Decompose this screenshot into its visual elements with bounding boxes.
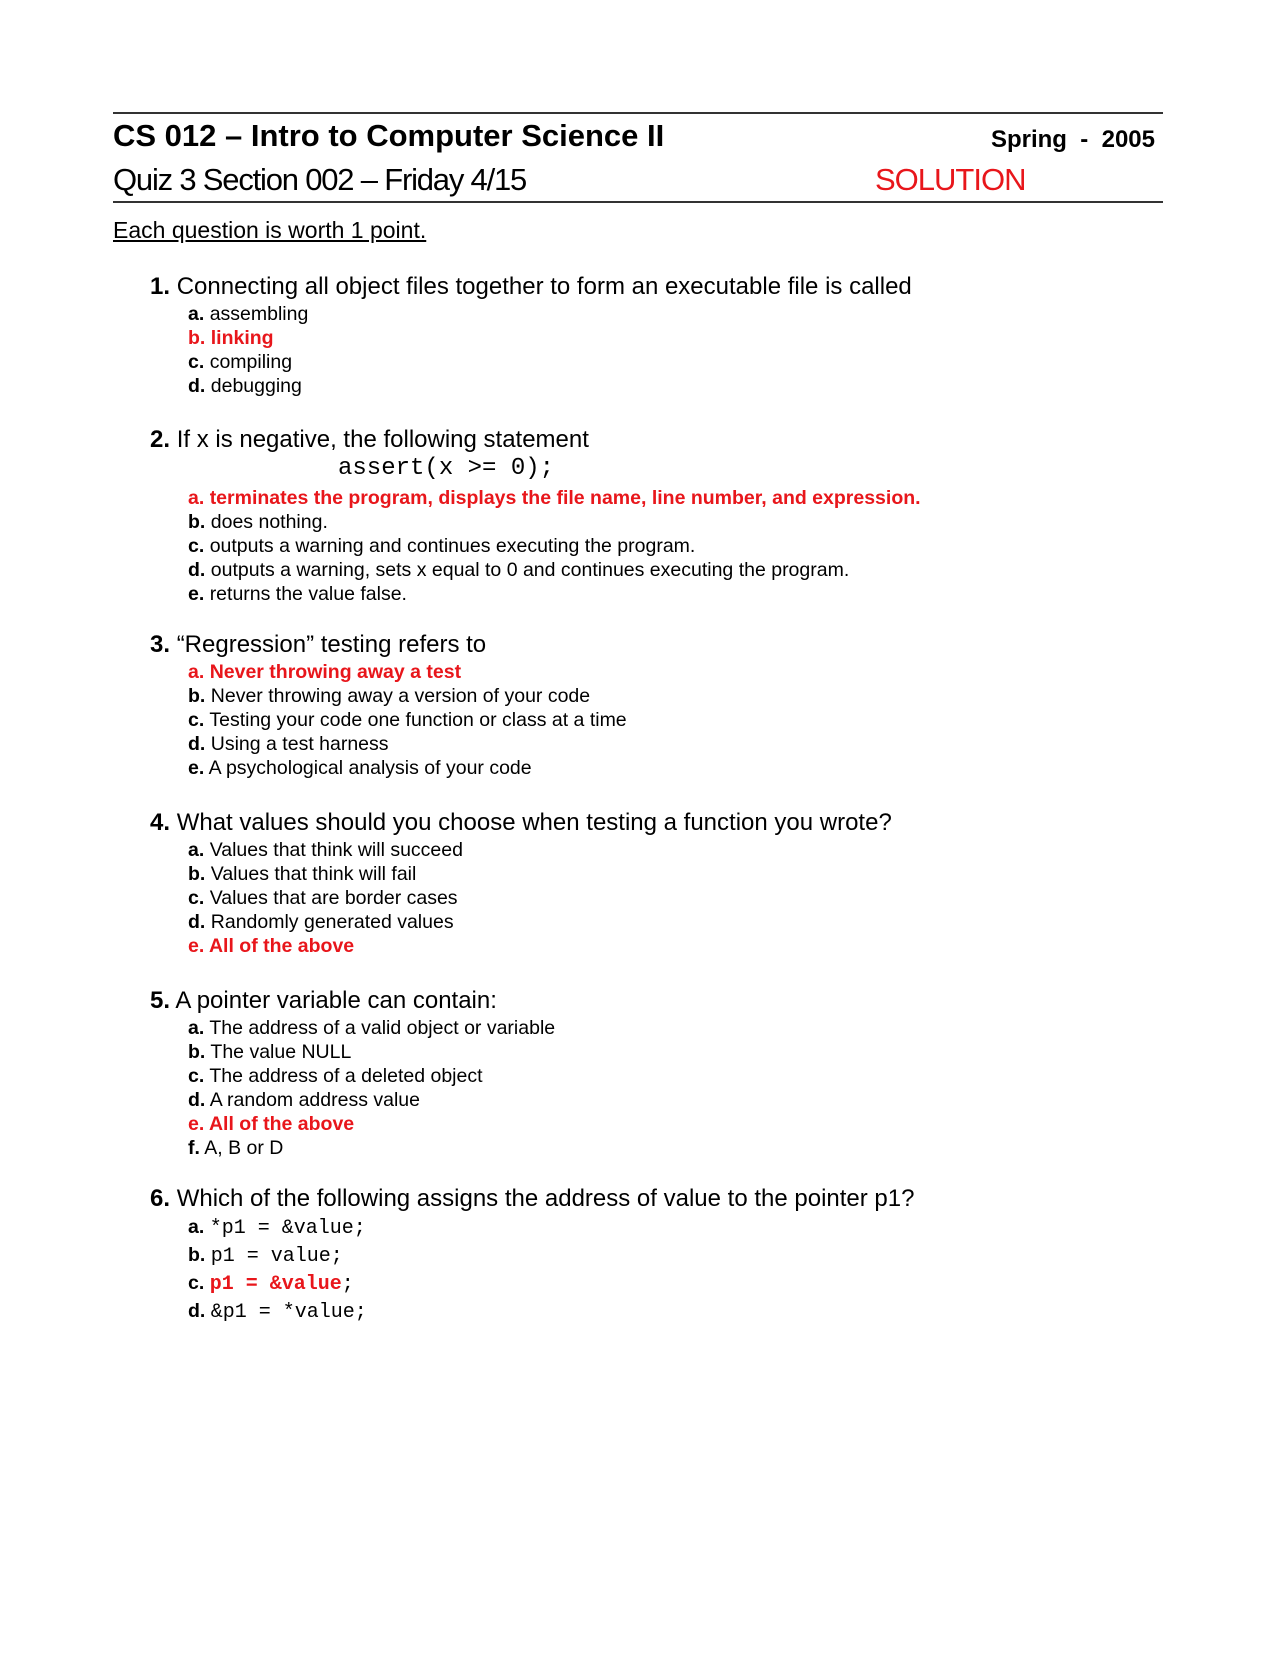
option-text: Using a test harness [210, 733, 389, 755]
option-text: All of the above [208, 935, 355, 957]
solution-label: SOLUTION [875, 162, 1026, 197]
question-4 [150, 808, 1150, 958]
option-letter: c. [188, 1065, 205, 1087]
instructions-text: Each question is worth 1 point. [113, 217, 427, 243]
question-6 [150, 1184, 1150, 1326]
option-letter: e. [188, 757, 205, 779]
question-stem [150, 630, 1150, 660]
option-text: The address of a deleted object [209, 1065, 483, 1087]
question-number: 3. [150, 631, 171, 658]
header-bottom-rule [113, 201, 1163, 203]
option-list [150, 302, 1150, 398]
option-text: The address of a valid object or variable [209, 1017, 556, 1039]
quiz-title: Quiz 3 Section 002 – Friday 4/15 [113, 162, 527, 197]
question-text: What values should you choose when testing a function you wrote? [176, 809, 892, 836]
question-stem [150, 808, 1150, 838]
option-letter: e. [188, 1113, 205, 1135]
option-text: All of the above [208, 1113, 355, 1135]
header-row-course [113, 118, 1163, 158]
option-text: outputs a warning and continues executing the program. [209, 535, 696, 557]
option-e [188, 582, 1150, 606]
option-code: *p1 = &value; [209, 1217, 366, 1240]
option-b [188, 862, 1150, 886]
option-text: Values that think will succeed [209, 839, 463, 861]
code-snippet: assert(x >= 0); [338, 455, 555, 482]
option-list [150, 1016, 1150, 1160]
option-code-suffix: ; [341, 1273, 354, 1296]
option-letter: a. [188, 303, 205, 325]
option-text: returns the value false. [209, 583, 407, 605]
question-stem [150, 1184, 1150, 1214]
option-letter: b. [188, 511, 206, 533]
option-letter: b. [188, 685, 206, 707]
option-letter: a. [188, 661, 205, 683]
option-d [188, 1088, 1150, 1112]
option-text: Values that think will fail [210, 863, 417, 885]
option-a [188, 1214, 1150, 1242]
question-text: Which of the following assigns the address of value to the pointer p1? [176, 1185, 915, 1212]
question-stem [150, 425, 1150, 455]
option-letter: e. [188, 583, 205, 605]
option-code: p1 = &value [209, 1273, 342, 1296]
option-d [188, 1298, 1150, 1326]
option-text: terminates the program, displays the file name, line number, and expression. [209, 487, 921, 509]
option-text: Randomly generated values [210, 911, 454, 933]
option-letter: e. [188, 935, 205, 957]
question-number: 4. [150, 809, 171, 836]
option-d [188, 558, 1150, 582]
option-c [188, 886, 1150, 910]
option-letter: d. [188, 1300, 206, 1322]
option-letter: a. [188, 1017, 205, 1039]
option-text: Testing your code one function or class at a time [209, 709, 627, 731]
question-number: 5. [150, 987, 171, 1014]
option-d [188, 374, 1150, 398]
option-letter: c. [188, 887, 205, 909]
question-number: 1. [150, 273, 171, 300]
question-2 [150, 425, 1150, 606]
option-code: p1 = value; [210, 1245, 343, 1268]
option-c [188, 708, 1150, 732]
option-letter: a. [188, 839, 205, 861]
option-c [188, 534, 1150, 558]
option-text: Values that are border cases [209, 887, 458, 909]
option-b [188, 510, 1150, 534]
option-a [188, 838, 1150, 862]
option-letter: d. [188, 733, 206, 755]
question-1 [150, 272, 1150, 398]
option-b-correct-answer [188, 326, 1150, 350]
question-text: If x is negative, the following statement [176, 426, 589, 453]
option-d [188, 910, 1150, 934]
question-5 [150, 986, 1150, 1160]
option-text: outputs a warning, sets x equal to 0 and continues executing the program. [210, 559, 850, 581]
option-b [188, 1242, 1150, 1270]
option-d [188, 732, 1150, 756]
option-text: A, B or D [204, 1137, 284, 1159]
option-letter: d. [188, 559, 206, 581]
option-letter: c. [188, 351, 205, 373]
option-text: A random address value [209, 1089, 420, 1111]
option-e-correct-answer [188, 934, 1150, 958]
question-text: “Regression” testing refers to [176, 631, 487, 658]
option-a-correct-answer [188, 486, 1150, 510]
course-title: CS 012 – Intro to Computer Science II [113, 118, 665, 153]
option-text: A psychological analysis of your code [208, 757, 532, 779]
option-letter: a. [188, 1216, 205, 1238]
question-number: 2. [150, 426, 171, 453]
option-text: The value NULL [210, 1041, 352, 1063]
option-text: Never throwing away a test [209, 661, 462, 683]
question-text: A pointer variable can contain: [175, 987, 497, 1014]
option-list [150, 660, 1150, 780]
option-c-correct-answer [188, 1270, 1150, 1298]
option-b [188, 684, 1150, 708]
option-text: compiling [209, 351, 293, 373]
option-a [188, 1016, 1150, 1040]
option-letter: b. [188, 327, 206, 349]
option-letter: c. [188, 1272, 205, 1294]
header-row-quiz [113, 162, 1163, 202]
option-letter: d. [188, 1089, 206, 1111]
option-letter: a. [188, 487, 205, 509]
option-c [188, 1064, 1150, 1088]
question-number: 6. [150, 1185, 171, 1212]
option-text: does nothing. [210, 511, 328, 533]
option-e [188, 756, 1150, 780]
option-list [150, 838, 1150, 958]
question-text: Connecting all object files together to form an executable file is called [176, 273, 912, 300]
option-text: assembling [209, 303, 309, 325]
option-letter: c. [188, 709, 205, 731]
question-3 [150, 630, 1150, 780]
option-list [150, 486, 1150, 606]
option-letter: b. [188, 1244, 206, 1266]
option-list [150, 1214, 1150, 1326]
option-a [188, 302, 1150, 326]
option-letter: b. [188, 863, 206, 885]
option-code: &p1 = *value; [210, 1301, 367, 1324]
term-label: Spring - 2005 [990, 126, 1155, 153]
header-top-rule [113, 112, 1163, 114]
option-letter: d. [188, 375, 206, 397]
option-b [188, 1040, 1150, 1064]
option-letter: d. [188, 911, 206, 933]
option-c [188, 350, 1150, 374]
option-text: Never throwing away a version of your code [210, 685, 591, 707]
question-stem [150, 272, 1150, 302]
option-a-correct-answer [188, 660, 1150, 684]
option-text: linking [210, 327, 274, 349]
option-letter: b. [188, 1041, 206, 1063]
option-letter: c. [188, 535, 205, 557]
option-f [188, 1136, 1150, 1160]
option-e-correct-answer [188, 1112, 1150, 1136]
option-text: debugging [210, 375, 302, 397]
option-letter: f. [188, 1137, 200, 1159]
question-stem [150, 986, 1150, 1016]
